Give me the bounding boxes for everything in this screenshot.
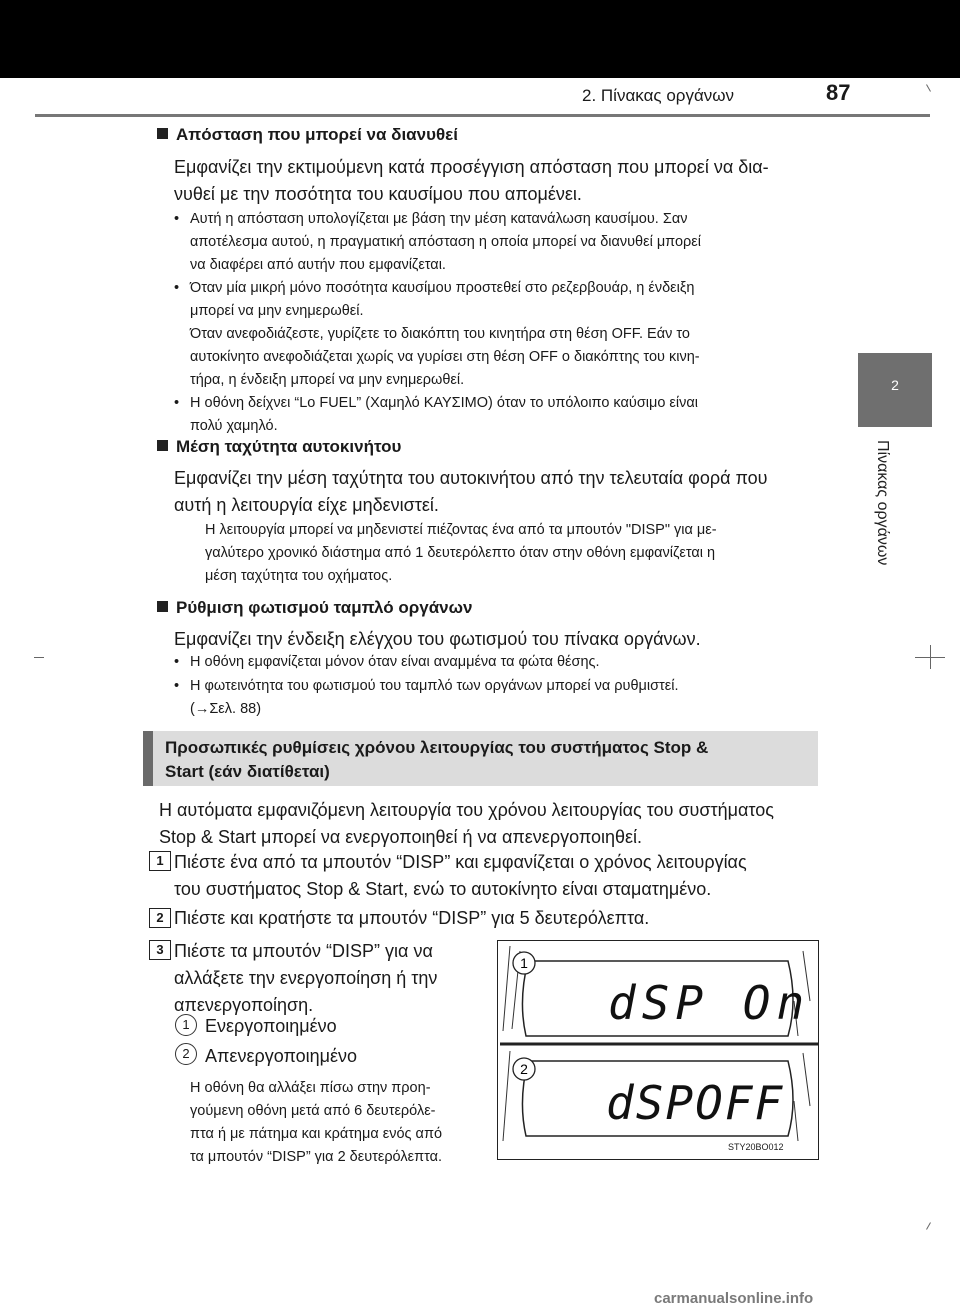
avg-speed-paragraph: Εμφανίζει την μέση ταχύτητα του αυτοκινήτου από την τελευταία φορά που αυτή η λειτουργία είχε μηδενιστεί. <box>174 468 768 515</box>
side-tab-number-box <box>858 353 932 427</box>
bezel-stroke <box>803 1053 810 1106</box>
side-tab-label-box <box>873 440 913 600</box>
callout-label-1: 1 <box>520 955 528 971</box>
bezel-stroke <box>794 1101 798 1141</box>
illumination-bullet-2: • Η φωτεινότητα του φωτισμού του ταμπλό των οργάνων μπορεί να ρυθμιστεί. (→Σελ. 88) <box>174 678 679 717</box>
display-on-text: dSP On <box>608 976 811 1030</box>
step-3-text: Πιέστε τα μπουτόν “DISP” για να αλλάξετε την ενεργοποίηση ή την απενεργοποίηση. <box>174 941 438 1015</box>
display-off-text: dSPOFF <box>606 1076 785 1130</box>
header-rule <box>35 114 930 117</box>
callout-label-2: 2 <box>520 1061 528 1077</box>
final-note: Η οθόνη θα αλλάξει πίσω στην προη- γούμενη οθόνη μετά από 6 δευτερόλε- πτα ή με πάτημα και κράτημα ενός από τα μπουτόν “DISP” για 2 δευτερόλεπτα. <box>190 1080 443 1165</box>
legend-number-1: 1 <box>175 1014 197 1036</box>
crop-mark <box>926 84 931 91</box>
bullet-square-icon <box>157 128 168 139</box>
bullet-square-icon <box>157 440 168 451</box>
section-title-avg-speed: Μέση ταχύτητα αυτοκινήτου <box>157 437 401 457</box>
heading-box <box>143 731 818 786</box>
step-number-2: 2 <box>149 908 171 928</box>
range-paragraph: Εμφανίζει την εκτιμούμενη κατά προσέγγιση απόσταση που μπορεί να δια- νυθεί με την ποσότητα του καυσίμου που απομένει. <box>174 157 769 204</box>
avg-speed-note: Η λειτουργία μπορεί να μηδενιστεί πιέζοντας ένα από τα μπουτόν "DISP" για με- γαλύτερο χρονικό διάστημα από 1 δευτερόλεπτο όταν στην οθόνη εμφανίζεται η μέση ταχύτητα του οχήματος. <box>205 522 717 584</box>
section-title-range: Απόσταση που μπορεί να διανυθεί <box>157 125 458 145</box>
heading-box-text: Προσωπικές ρυθμίσεις χρόνου λειτουργίας του συστήματος Stop & Start (εάν διατίθεται) <box>165 738 709 781</box>
bezel-stroke <box>503 946 510 1031</box>
crop-mark <box>930 645 931 669</box>
range-bullet-2: • Όταν μία μικρή μόνο ποσότητα καυσίμου προστεθεί στο ρεζερβουάρ, η ένδειξη μπορεί να μην ενημερωθεί. Όταν ανεφοδιάζεστε, γυρίζετε το διακόπτη του κινητήρα στη θέση OFF. Εάν το αυτοκίνητο ανεφοδιάζεται χωρίς να γυρίσει στη θέση OFF ο διακόπτης του κινη- τήρα, η ένδειξη μπορεί να μην ενημερωθεί. <box>174 280 700 388</box>
legend-number-2: 2 <box>175 1043 197 1065</box>
header-section-title: 2. Πίνακας οργάνων <box>582 86 735 105</box>
bezel-stroke <box>503 1051 510 1141</box>
legend-label-2: Απενεργοποιημένο <box>205 1046 358 1066</box>
top-black-bar <box>0 0 960 78</box>
legend-label-1: Ενεργοποιημένο <box>205 1016 337 1036</box>
display-illustration <box>498 941 820 1161</box>
step-1-text: Πιέστε ένα από τα μπουτόν “DISP” και εμφανίζεται ο χρόνος λειτουργίας του συστήματος Stop & Start, ενώ το αυτοκίνητο είναι σταματημένο. <box>174 852 747 899</box>
illumination-bullet-1: • Η οθόνη εμφανίζεται μόνον όταν είναι αναμμένα τα φώτα θέσης. <box>174 654 600 670</box>
bullet-square-icon <box>157 601 168 612</box>
step-2-text: Πιέστε και κρατήστε τα μπουτόν “DISP” για 5 δευτερόλεπτα. <box>174 908 650 928</box>
range-bullet-3: • Η οθόνη δείχνει “Lo FUEL” (Χαμηλό ΚΑΥΣΙΜΟ) όταν το υπόλοιπο καύσιμο είναι πολύ χαμηλό. <box>174 395 698 434</box>
step-number-3: 3 <box>149 940 171 960</box>
crop-mark <box>34 657 44 658</box>
display-figure <box>497 940 819 1160</box>
watermark: carmanualsonline.info <box>654 1290 814 1307</box>
figure-code: STY20BO012 <box>728 1142 784 1152</box>
side-tab-label: Πίνακας οργάνων <box>874 440 891 566</box>
illumination-paragraph: Εμφανίζει την ένδειξη ελέγχου του φωτισμού του πίνακα οργάνων. <box>174 629 701 649</box>
range-bullet-1: • Αυτή η απόσταση υπολογίζεται με βάση την μέση κατανάλωση καυσίμου. Σαν αποτέλεσμα αυτού, η πραγματική απόσταση η οποία μπορεί να διανυθεί μπορεί να διαφέρει από αυτήν που εμφανίζεται. <box>174 211 701 273</box>
section-title-illumination: Ρύθμιση φωτισμού ταμπλό οργάνων <box>157 598 472 618</box>
page-number: 87 <box>826 80 851 105</box>
intro-paragraph: Η αυτόματα εμφανιζόμενη λειτουργία του χρόνου λειτουργίας του συστήματος Stop & Start μπορεί να ενεργοποιηθεί ή να απενεργοποιηθεί. <box>159 800 774 847</box>
crop-mark <box>926 1222 931 1229</box>
step-number-1: 1 <box>149 851 171 871</box>
side-tab-number: 2 <box>891 377 899 393</box>
